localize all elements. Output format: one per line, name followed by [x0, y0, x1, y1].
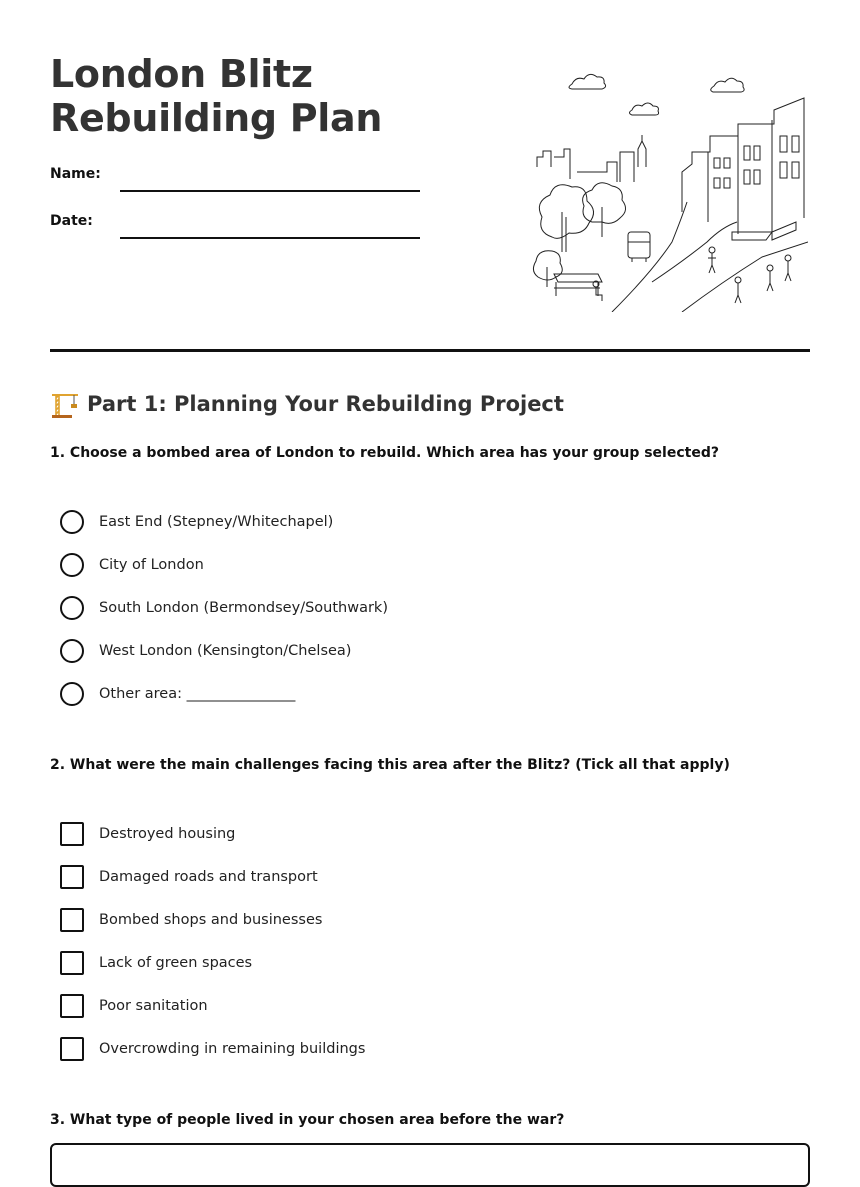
radio-option-label: West London (Kensington/Chelsea) [99, 643, 352, 659]
radio-button[interactable] [60, 682, 84, 706]
header-divider [50, 349, 810, 352]
checkbox[interactable] [60, 1037, 84, 1061]
street-scene-illustration [532, 62, 808, 312]
radio-option[interactable] [60, 682, 295, 706]
checkbox[interactable] [60, 994, 84, 1018]
page-title: London Blitz Rebuilding Plan [50, 52, 383, 140]
name-input-line[interactable] [120, 190, 420, 192]
radio-button[interactable] [60, 639, 84, 663]
radio-option-label: South London (Bermondsey/Southwark) [99, 600, 388, 616]
checkbox-option-label: Destroyed housing [99, 826, 236, 842]
checkbox-option[interactable] [60, 1037, 365, 1061]
radio-option-label: Other area: _______________ [99, 686, 296, 702]
checkbox-option-label: Lack of green spaces [99, 955, 253, 971]
name-label: Name: [50, 166, 101, 182]
answer-textbox[interactable] [50, 1143, 810, 1187]
question-1: 1. Choose a bombed area of London to rebuild. Which area has your group selected? [50, 445, 719, 461]
checkbox[interactable] [60, 908, 84, 932]
checkbox-option-label: Overcrowding in remaining buildings [99, 1041, 366, 1057]
radio-button[interactable] [60, 510, 84, 534]
radio-option-label: East End (Stepney/Whitechapel) [99, 514, 334, 530]
radio-option[interactable] [60, 639, 351, 663]
checkbox[interactable] [60, 951, 84, 975]
radio-option-label: City of London [99, 557, 204, 573]
radio-button[interactable] [60, 553, 84, 577]
construction-crane-icon [50, 390, 80, 418]
part1-title: Part 1: Planning Your Rebuilding Project [87, 392, 564, 416]
date-field-row [50, 213, 420, 229]
radio-option[interactable] [60, 596, 388, 620]
question-2: 2. What were the main challenges facing this area after the Blitz? (Tick all that apply) [50, 757, 730, 773]
checkbox[interactable] [60, 822, 84, 846]
question-3: 3. What type of people lived in your chosen area before the war? [50, 1112, 565, 1128]
date-input-line[interactable] [120, 237, 420, 239]
radio-button[interactable] [60, 596, 84, 620]
checkbox-option[interactable] [60, 865, 318, 889]
checkbox-option-label: Bombed shops and businesses [99, 912, 323, 928]
date-label: Date: [50, 213, 93, 229]
checkbox-option[interactable] [60, 822, 235, 846]
checkbox-option-label: Damaged roads and transport [99, 869, 318, 885]
part1-heading [50, 390, 564, 418]
radio-option[interactable] [60, 553, 204, 577]
checkbox-option[interactable] [60, 994, 208, 1018]
checkbox-option[interactable] [60, 908, 322, 932]
checkbox-option-label: Poor sanitation [99, 998, 208, 1014]
checkbox-option[interactable] [60, 951, 252, 975]
name-field-row [50, 166, 420, 182]
checkbox[interactable] [60, 865, 84, 889]
radio-option[interactable] [60, 510, 333, 534]
